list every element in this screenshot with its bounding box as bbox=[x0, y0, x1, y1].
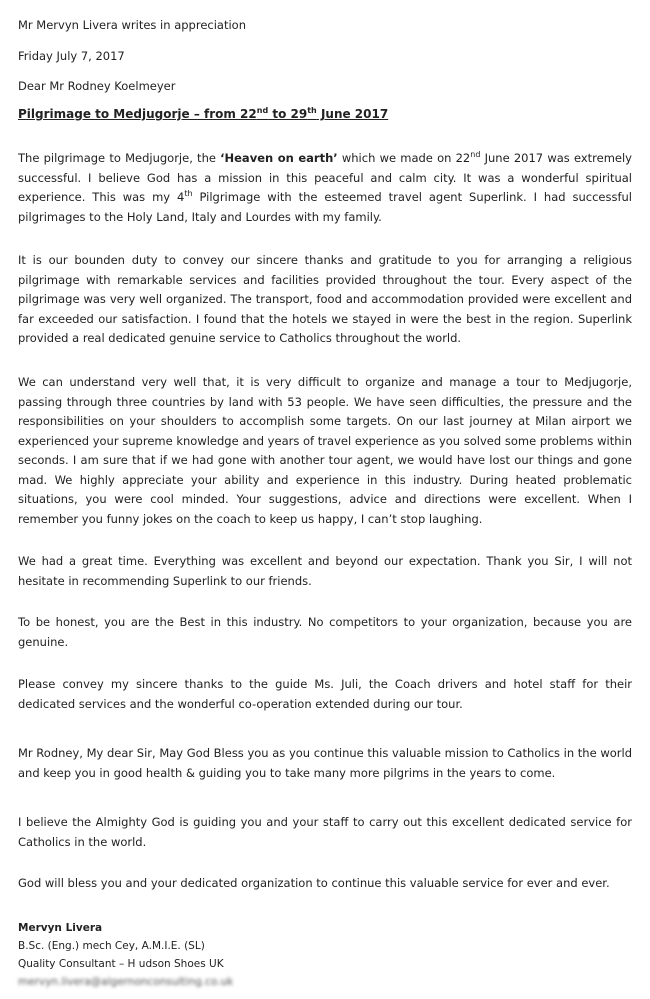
paragraph-6: Please convey my sincere thanks to the guide Ms. Juli, the Coach drivers and hotel staff for their dedicated services and the wonderful co-operation extended during our tour. bbox=[18, 677, 632, 711]
signature-qualifications: B.Sc. (Eng.) mech Cey, A.M.I.E. (SL) bbox=[18, 940, 205, 952]
paragraph-5: To be honest, you are the Best in this industry. No competitors to your organization, because you are genuine. bbox=[18, 615, 632, 649]
title-sup-1: nd bbox=[256, 106, 269, 115]
p1-bold-phrase: ‘Heaven on earth’ bbox=[220, 151, 338, 165]
paragraph-8: I believe the Almighty God is guiding you and your staff to carry out this excellent dedicated service for Catholics in the world. bbox=[18, 815, 632, 849]
salutation: Dear Mr Rodney Koelmeyer bbox=[18, 79, 176, 93]
title-prefix: Pilgrimage to Medjugorje – from 22 bbox=[18, 107, 257, 121]
p1-text-c: June 2017 was extremely successful. I believe God has a mission in this peaceful and calm city. It was a wonderful spiritual experience. This was my 4 bbox=[18, 151, 632, 204]
signature-name: Mervyn Livera bbox=[18, 922, 103, 934]
p1-text-b: which we made on 22 bbox=[337, 151, 471, 165]
paragraph-2: It is our bounden duty to convey our sincere thanks and gratitude to you for arranging a religious pilgrimage with remarkable services and facilities provided throughout the tour. Every aspect of the pilgrimage was very well organized. The transport, food and accommodation provided were excellent and far exceeded our satisfaction. I found that the hotels we stayed in were the best in the region. Superlink provided a real dedicated genuine service to Catholics throughout the world. bbox=[18, 253, 632, 345]
p1-text-d: Pilgrimage with the esteemed travel agent Superlink. I had successful pilgrimages to the Holy Land, Italy and Lourdes with my family. bbox=[18, 190, 632, 224]
signature-position: Quality Consultant – H udson Shoes UK bbox=[18, 958, 224, 970]
paragraph-7: Mr Rodney, My dear Sir, May God Bless you as you continue this valuable mission to Catholics in the world and keep you in good health & guiding you to take many more pilgrims in the years to come. bbox=[18, 746, 632, 780]
paragraph-9: God will bless you and your dedicated organization to continue this valuable service for ever and ever. bbox=[18, 876, 610, 890]
p1-sup-2: th bbox=[184, 189, 193, 199]
p1-sup-1: nd bbox=[470, 150, 481, 160]
title-sup-2: th bbox=[307, 106, 317, 115]
letter-title bbox=[18, 106, 388, 121]
title-mid: to 29 bbox=[268, 107, 308, 121]
letter-date: Friday July 7, 2017 bbox=[18, 49, 125, 63]
writer-line: Mr Mervyn Livera writes in appreciation bbox=[18, 18, 246, 32]
paragraph-4: We had a great time. Everything was excellent and beyond our expectation. Thank you Sir, I will not hesitate in recommending Superlink to our friends. bbox=[18, 554, 632, 588]
signature-email: mervyn.livera@algernonconsulting.co.uk bbox=[18, 976, 234, 988]
paragraph-3: We can understand very well that, it is very difficult to organize and manage a tour to Medjugorje, passing through three countries by land with 53 people. We have seen difficulties, the pressure and the responsibilities on your shoulders to accomplish some targets. On our last journey at Milan airport we experienced your supreme knowledge and years of travel experience as you solved some problems within seconds. I am sure that if we had gone with another tour agent, we would have lost our things and gone mad. We highly appreciate your ability and experience in this industry. During heated problematic situations, you were cool minded. Your suggestions, advice and directions were excellent. When I remember you funny jokes on the coach to keep us happy, I can’t stop laughing. bbox=[18, 375, 632, 526]
paragraph-1 bbox=[18, 149, 632, 227]
title-suffix: June 2017 bbox=[316, 107, 389, 121]
p1-text-a: The pilgrimage to Medjugorje, the bbox=[18, 151, 221, 165]
